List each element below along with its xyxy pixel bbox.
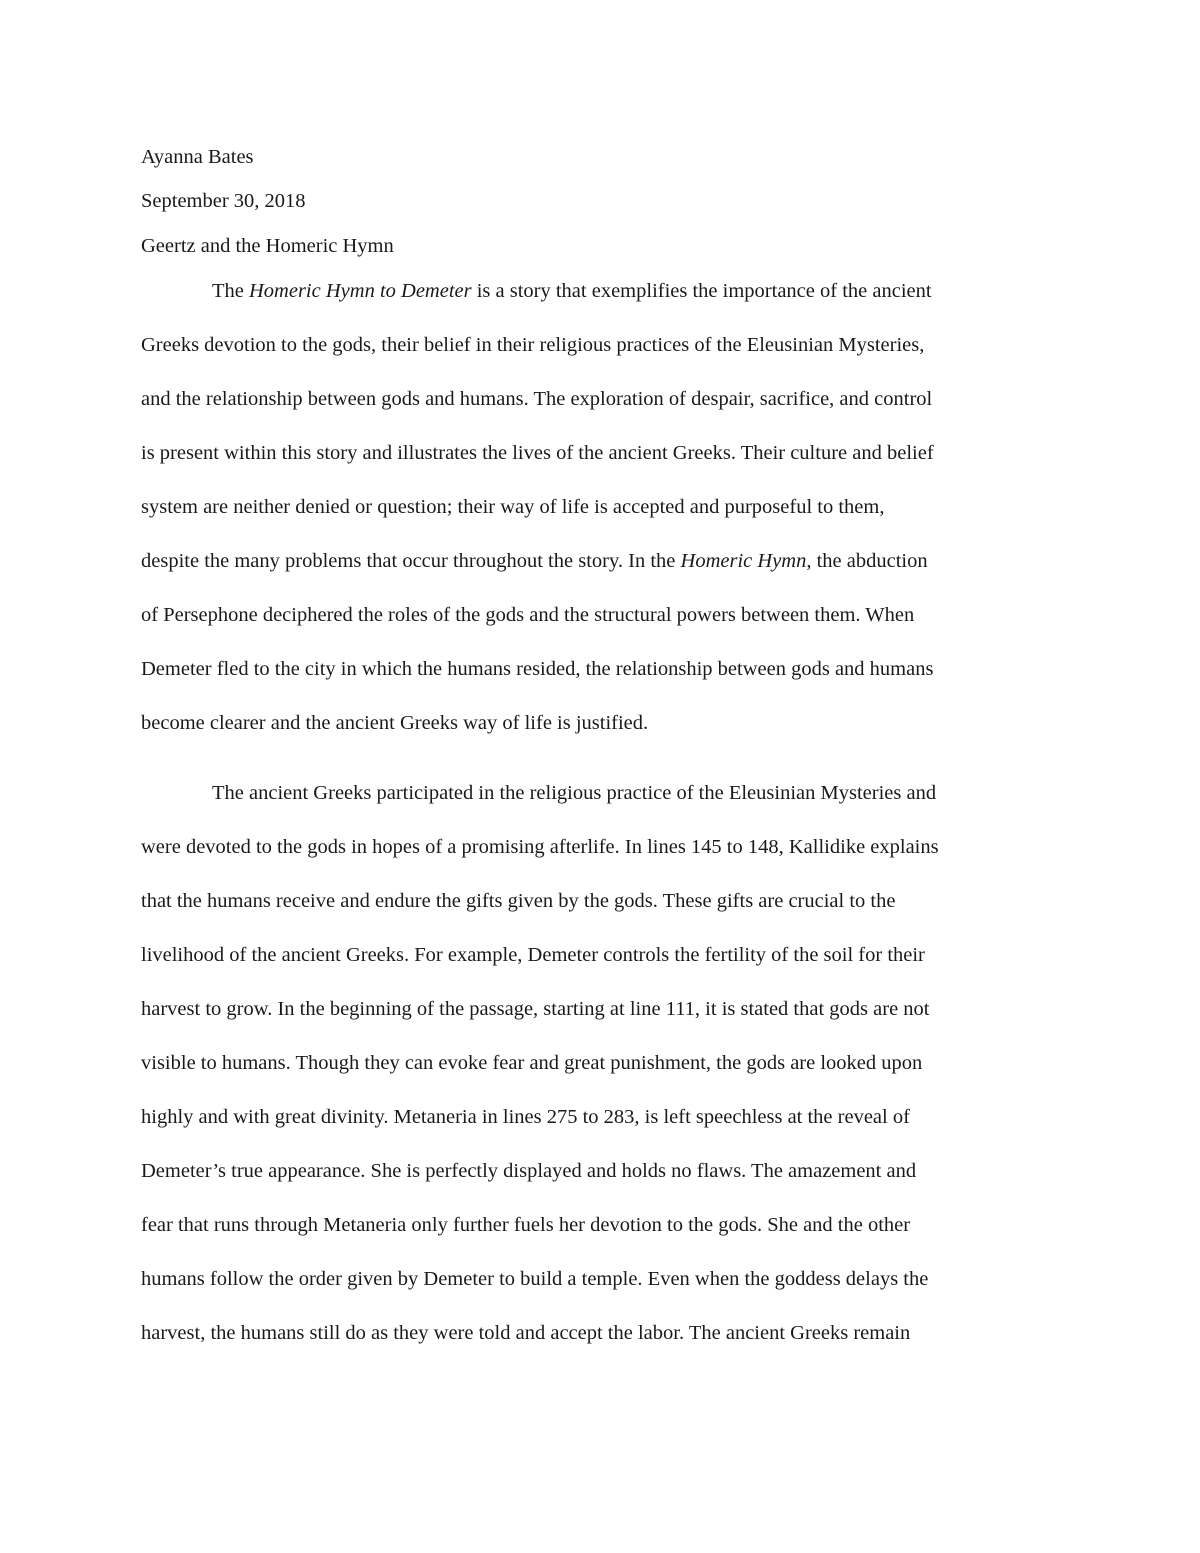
paragraph-2-line-4: livelihood of the ancient Greeks. For example, Demeter controls the fertility of the soil for their [141, 944, 925, 966]
paragraph-1-line-7: of Persephone deciphered the roles of the gods and the structural powers between them. When [141, 604, 915, 626]
paragraph-2-line-7: highly and with great divinity. Metaneria in lines 275 to 283, is left speechless at the reveal of [141, 1106, 910, 1128]
paragraph-1-line-9: become clearer and the ancient Greeks way of life is justified. [141, 712, 649, 734]
paragraph-2-line-6: visible to humans. Though they can evoke fear and great punishment, the gods are looked upon [141, 1052, 923, 1074]
paragraph-1-line-2: Greeks devotion to the gods, their belief in their religious practices of the Eleusinian Mysteries, [141, 334, 925, 356]
document-date: September 30, 2018 [141, 190, 306, 212]
paragraph-2-line-10: humans follow the order given by Demeter to build a temple. Even when the goddess delays the [141, 1268, 929, 1290]
paragraph-2-line-2: were devoted to the gods in hopes of a promising afterlife. In lines 145 to 148, Kallidike explains [141, 836, 939, 858]
paragraph-1-line-1: The Homeric Hymn to Demeter is a story that exemplifies the importance of the ancient [212, 280, 932, 302]
paragraph-2-line-3: that the humans receive and endure the gifts given by the gods. These gifts are crucial to the [141, 890, 896, 912]
author-name: Ayanna Bates [141, 146, 254, 168]
paragraph-1-line-3: and the relationship between gods and humans. The exploration of despair, sacrifice, and control [141, 388, 933, 410]
work-title-italic: Homeric Hymn to Demeter [249, 280, 472, 302]
paragraph-1-line-4: is present within this story and illustrates the lives of the ancient Greeks. Their culture and belief [141, 442, 934, 464]
paragraph-2-line-5: harvest to grow. In the beginning of the passage, starting at line 111, it is stated that gods are not [141, 998, 930, 1020]
paragraph-2-line-1: The ancient Greeks participated in the religious practice of the Eleusinian Mysteries and [212, 782, 937, 804]
paragraph-2-line-11: harvest, the humans still do as they were told and accept the labor. The ancient Greeks remain [141, 1322, 911, 1344]
paragraph-1-line-8: Demeter fled to the city in which the humans resided, the relationship between gods and humans [141, 658, 934, 680]
paragraph-2-line-8: Demeter’s true appearance. She is perfectly displayed and holds no flaws. The amazement and [141, 1160, 917, 1182]
paragraph-1-line-6: despite the many problems that occur throughout the story. In the Homeric Hymn, the abduction [141, 550, 928, 572]
paragraph-1-line-5: system are neither denied or question; their way of life is accepted and purposeful to them, [141, 496, 885, 518]
work-title-italic: Homeric Hymn [680, 550, 807, 572]
document-title: Geertz and the Homeric Hymn [141, 235, 394, 257]
paragraph-2-line-9: fear that runs through Metaneria only further fuels her devotion to the gods. She and the other [141, 1214, 911, 1236]
